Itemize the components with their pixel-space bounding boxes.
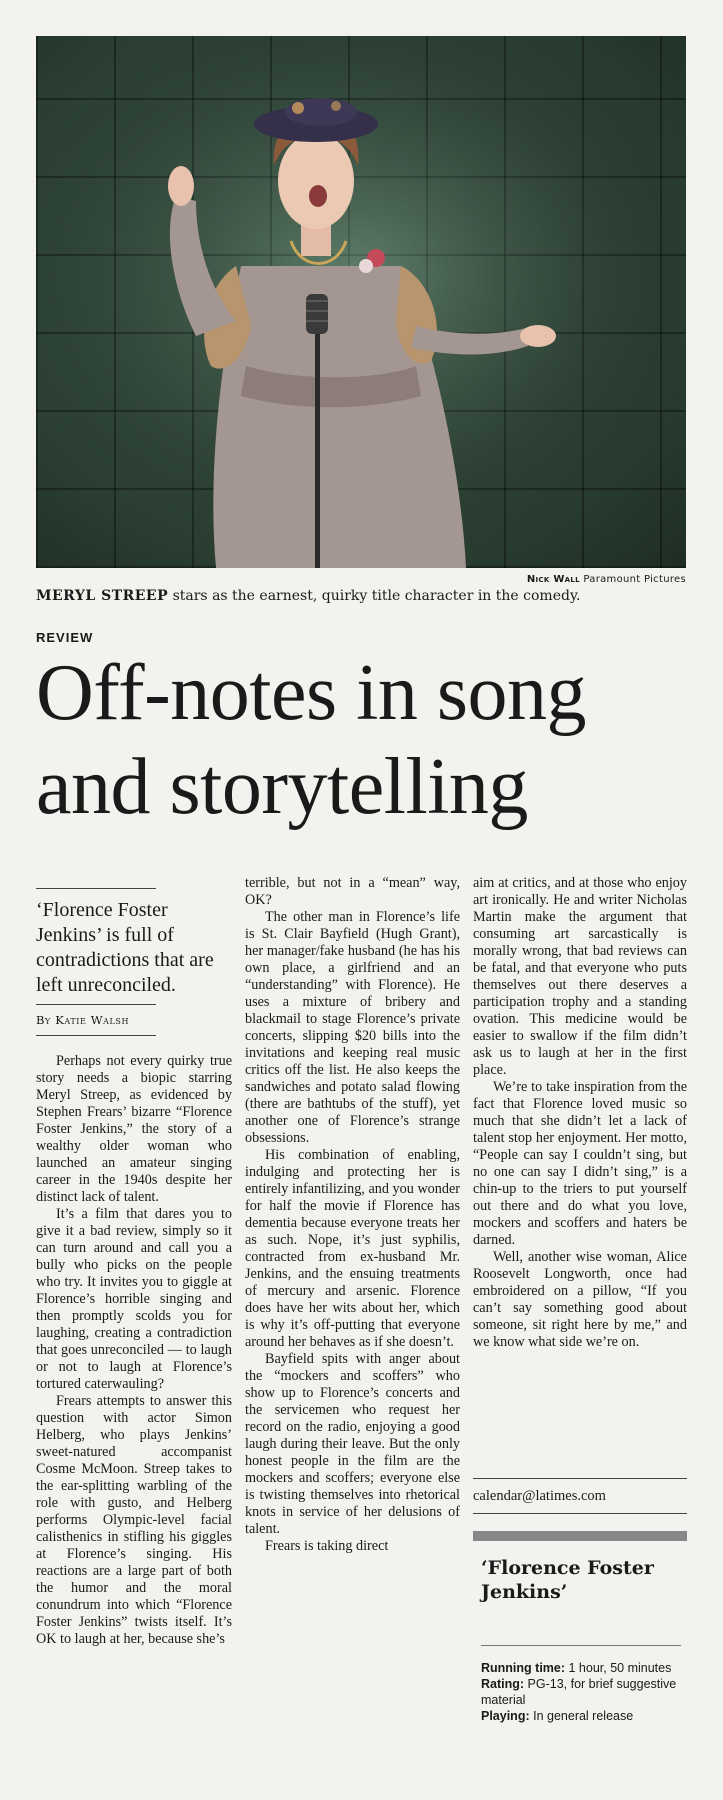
photo-credit (300, 574, 686, 585)
photo-credit-org: Paramount Pictures (583, 574, 686, 585)
rating-value: PG-13, for brief suggestive material (481, 1677, 677, 1707)
rating-label: Rating: (481, 1677, 525, 1691)
playing-label: Playing: (481, 1709, 530, 1723)
playing-value: In general release (533, 1709, 634, 1723)
paragraph: It’s a film that dares you to give it a bad review, simply so it can turn around and call you a bully who picks on the people who try. It invites you to giggle at Florence’s horrible singing and then promptly scolds you for laughing, creating a contradiction that goes unreconciled — to laugh or not to laugh at Florence’s tortured caterwauling? (36, 1206, 232, 1392)
caption-text: stars as the earnest, quirky title character in the comedy. (172, 588, 581, 604)
photo-credit-name: Nick Wall (526, 574, 580, 585)
email-top-rule (473, 1478, 687, 1479)
headline-line-2: and storytelling (36, 743, 528, 831)
infobox-bar (473, 1531, 687, 1541)
article-photo (36, 36, 686, 568)
email-bottom-rule (473, 1513, 687, 1514)
contact-email: calendar@latimes.com (473, 1488, 606, 1504)
paragraph: We’re to take inspiration from the fact that Florence loved music so much that she didn’t let a lack of talent stop her enjoyment. Her motto, “People can say I couldn’t sing, but no one can say I didn’t sing,” is a chin-up to the triers to put yourself out there and do what you love, mockers and scoffers and haters be darned. (473, 1079, 687, 1248)
headline (36, 646, 696, 834)
rating-row (481, 1676, 687, 1708)
paragraph: Perhaps not every quirky true story needs a biopic starring Meryl Streep, as evidenced by Stephen Frears’ bizarre “Florence Foster Jenkins,” the story of a wealthy older woman who launched an amateur singing career in the 1940s despite her distinct lack of talent. (36, 1053, 232, 1205)
byline (36, 1013, 232, 1027)
paragraph: Bayfield spits with anger about the “mockers and scoffers” who show up to Florence’s concerts and the servicemen who request her record on the radio, enjoying a good laugh during their leave. But the only honest people in the film are the mockers and scoffers; everyone else is twisting themselves into rhetorical knots in service of her delusions of talent. (245, 1351, 460, 1537)
paragraph: The other man in Florence’s life is St. Clair Bayfield (Hugh Grant), her manager/fake husband (he has his own place, a girlfriend and an “understanding” with Florence). He uses a mixture of bribery and blackmail to stage Florence’s private concerts, slipping $20 bills into the invitations and keeping real music critics off the list. He also keeps the sandwiches and potato salad flowing (there are bathtubs of the stuff), yet another one of Florence’s strange obsessions. (245, 909, 460, 1146)
body-column-2 (245, 875, 460, 1555)
byline-author: Katie Walsh (55, 1013, 130, 1027)
running-time-label: Running time: (481, 1661, 566, 1675)
body-column-1 (36, 1053, 232, 1648)
playing-row (481, 1708, 687, 1724)
section-kicker: REVIEW (36, 630, 94, 645)
byline-prefix: By (36, 1013, 51, 1027)
headline-line-1: Off-notes in song (36, 649, 586, 737)
caption-name: MERYL STREEP (36, 588, 169, 604)
byline-rule (36, 1035, 156, 1036)
paragraph: Frears attempts to answer this question with actor Simon Helberg, who plays Jenkins’ sweet-natured accompanist Cosme McMoon. Streep takes to the ear-splitting warbling of the role with gusto, and Helberg performs Olympic-level facial calisthenics in stifling his giggles at Florence’s singing. His reactions are a large part of both the humor and the moral conundrum into which “Florence Foster Jenkins” twists itself. It’s OK to laugh at her, because she’s (36, 1393, 232, 1647)
body-column-3 (473, 875, 687, 1351)
paragraph-continued: terrible, but not in a “mean” way, OK? (245, 875, 460, 908)
running-time-row (481, 1660, 687, 1676)
paragraph: Well, another wise woman, Alice Roosevelt Longworth, once had embroidered on a pillow, “If you can’t say something good about someone, sit right here by me,” and we know what side we’re on. (473, 1249, 687, 1350)
deck-bottom-rule (36, 1004, 156, 1005)
photo-caption (36, 588, 696, 604)
infobox-title: ‘Florence Foster Jenkins’ (481, 1557, 654, 1603)
paragraph: His combination of enabling, indulging and protecting her is entirely infantilizing, and you wonder for half the movie if Florence has dementia because everyone treats her as such. Nope, it’s just syphilis, contracted from ex-husband Mr. Jenkins, and the ensuing treatments of mercury and arsenic. Florence does have her wits about her, which is why it’s off-putting that everyone around her behaves as if she doesn’t. (245, 1147, 460, 1350)
infobox-details (481, 1660, 687, 1724)
paragraph: Frears is taking direct (265, 1538, 389, 1554)
infobox-rule (481, 1645, 681, 1646)
paragraph-continued: aim at critics, and at those who enjoy art ironically. He and writer Nicholas Martin make the argument that consuming art sarcastically is morally wrong, that bad reviews can be fatal, and that everyone who puts themselves out there deserves a participation trophy and a standing ovation. This medicine would be easier to swallow if the film didn’t ask us to laugh at her in the first place. (473, 875, 687, 1078)
singer-illustration (36, 36, 686, 568)
deck: ‘Florence Foster Jenkins’ is full of contradictions that are left unreconciled. (36, 899, 214, 996)
running-time-value: 1 hour, 50 minutes (568, 1661, 672, 1675)
deck-top-rule (36, 888, 156, 889)
